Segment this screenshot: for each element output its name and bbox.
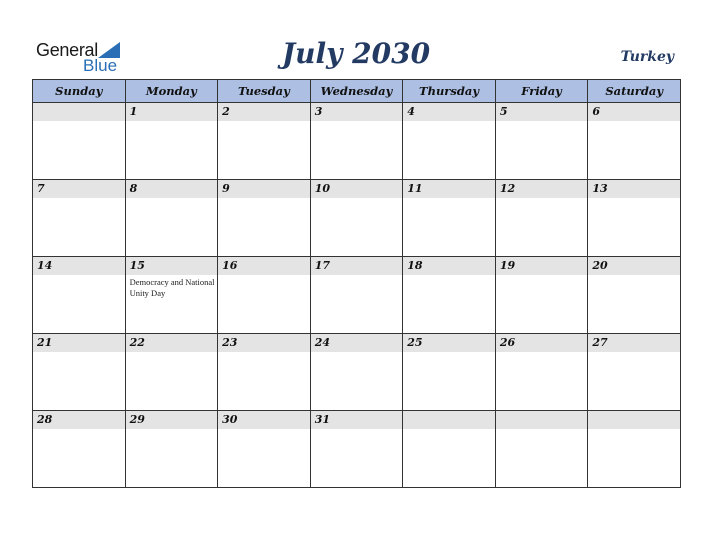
day-number: [588, 411, 680, 429]
day-cell: [125, 103, 218, 180]
day-cell: [218, 103, 311, 180]
holiday-event: [218, 121, 310, 123]
day-cell: [588, 411, 681, 488]
holiday-event: [403, 198, 495, 200]
day-cell: [495, 103, 588, 180]
day-number: 30: [218, 411, 310, 429]
holiday-event: [126, 352, 218, 354]
holiday-event: [218, 275, 310, 277]
day-number: [403, 411, 495, 429]
day-cell: [588, 257, 681, 334]
week-row: [33, 103, 681, 180]
week-row: [33, 411, 681, 488]
holiday-event: [311, 198, 403, 200]
holiday-event: [33, 352, 125, 354]
holiday-event: Democracy and National Unity Day: [129, 277, 215, 298]
holiday-event: [588, 198, 680, 200]
holiday-event: [496, 275, 588, 277]
weekday-header: Sunday: [33, 80, 126, 103]
day-cell: [403, 257, 496, 334]
day-number: 6: [588, 103, 680, 121]
day-cell: [125, 257, 218, 334]
day-number: 4: [403, 103, 495, 121]
weekday-header: Monday: [125, 80, 218, 103]
day-cell: [33, 334, 126, 411]
day-cell: [495, 257, 588, 334]
day-cell: [403, 334, 496, 411]
day-number: 20: [588, 257, 680, 275]
weekday-header: Tuesday: [218, 80, 311, 103]
day-cell: [310, 257, 403, 334]
holiday-event: [311, 429, 403, 431]
holiday-event: [588, 121, 680, 123]
day-number: 11: [403, 180, 495, 198]
day-number: 18: [403, 257, 495, 275]
holiday-event: [218, 352, 310, 354]
day-number: 17: [311, 257, 403, 275]
day-number: 2: [218, 103, 310, 121]
holiday-event: [496, 198, 588, 200]
day-cell: [310, 334, 403, 411]
day-number: 21: [33, 334, 125, 352]
day-cell: [588, 180, 681, 257]
day-number: 16: [218, 257, 310, 275]
day-cell: [403, 180, 496, 257]
day-number: 31: [311, 411, 403, 429]
holiday-event: [403, 429, 495, 431]
day-cell: [310, 103, 403, 180]
holiday-event: [588, 352, 680, 354]
day-cell: [33, 180, 126, 257]
week-row: [33, 257, 681, 334]
weekday-header: Wednesday: [310, 80, 403, 103]
day-cell: [310, 411, 403, 488]
logo-word-general: General: [36, 40, 98, 60]
day-cell: [218, 257, 311, 334]
day-cell: [310, 180, 403, 257]
day-cell: [403, 103, 496, 180]
day-number: 5: [496, 103, 588, 121]
day-cell: [403, 411, 496, 488]
day-cell: [218, 334, 311, 411]
holiday-event: [311, 275, 403, 277]
holiday-event: [311, 121, 403, 123]
weekday-header: Saturday: [588, 80, 681, 103]
weekday-header: Thursday: [403, 80, 496, 103]
day-number: 26: [496, 334, 588, 352]
weekday-header-row: [33, 80, 681, 103]
day-number: 1: [126, 103, 218, 121]
day-number: 8: [126, 180, 218, 198]
day-number: 10: [311, 180, 403, 198]
holiday-event: [403, 352, 495, 354]
day-cell: [495, 334, 588, 411]
day-cell: [495, 411, 588, 488]
day-number: 3: [311, 103, 403, 121]
holiday-event: [311, 352, 403, 354]
day-number: 19: [496, 257, 588, 275]
week-row: [33, 180, 681, 257]
day-number: 27: [588, 334, 680, 352]
holiday-event: [496, 121, 588, 123]
day-number: 13: [588, 180, 680, 198]
holiday-event: [588, 275, 680, 277]
holiday-event: [33, 121, 125, 123]
calendar-grid: [32, 79, 681, 488]
week-row: [33, 334, 681, 411]
calendar-title: July 2030: [281, 37, 431, 70]
day-number: 25: [403, 334, 495, 352]
holiday-event: [218, 429, 310, 431]
holiday-event: [403, 275, 495, 277]
holiday-event: [33, 198, 125, 200]
holiday-event: [588, 429, 680, 431]
day-cell: [125, 411, 218, 488]
day-cell: [218, 411, 311, 488]
day-number: [33, 103, 125, 121]
day-number: 14: [33, 257, 125, 275]
holiday-event: [218, 198, 310, 200]
holiday-event: [33, 429, 125, 431]
day-cell: [588, 103, 681, 180]
day-cell: [33, 411, 126, 488]
day-cell: [33, 103, 126, 180]
holiday-event: [126, 198, 218, 200]
day-number: 28: [33, 411, 125, 429]
day-number: 29: [126, 411, 218, 429]
day-cell: [125, 334, 218, 411]
day-cell: [125, 180, 218, 257]
day-number: 12: [496, 180, 588, 198]
holiday-event: [496, 352, 588, 354]
day-number: 15: [126, 257, 218, 275]
holiday-event: [403, 121, 495, 123]
day-cell: [218, 180, 311, 257]
day-number: 9: [218, 180, 310, 198]
holiday-event: [496, 429, 588, 431]
holiday-event: [33, 275, 125, 277]
country-label: Turkey: [620, 49, 674, 65]
day-number: 24: [311, 334, 403, 352]
day-number: [496, 411, 588, 429]
day-number: 7: [33, 180, 125, 198]
weekday-header: Friday: [495, 80, 588, 103]
day-cell: [495, 180, 588, 257]
logo-word-blue: Blue: [83, 56, 118, 75]
day-number: 23: [218, 334, 310, 352]
day-cell: [588, 334, 681, 411]
holiday-event: [126, 429, 218, 431]
day-cell: [33, 257, 126, 334]
day-number: 22: [126, 334, 218, 352]
holiday-event: [126, 121, 218, 123]
